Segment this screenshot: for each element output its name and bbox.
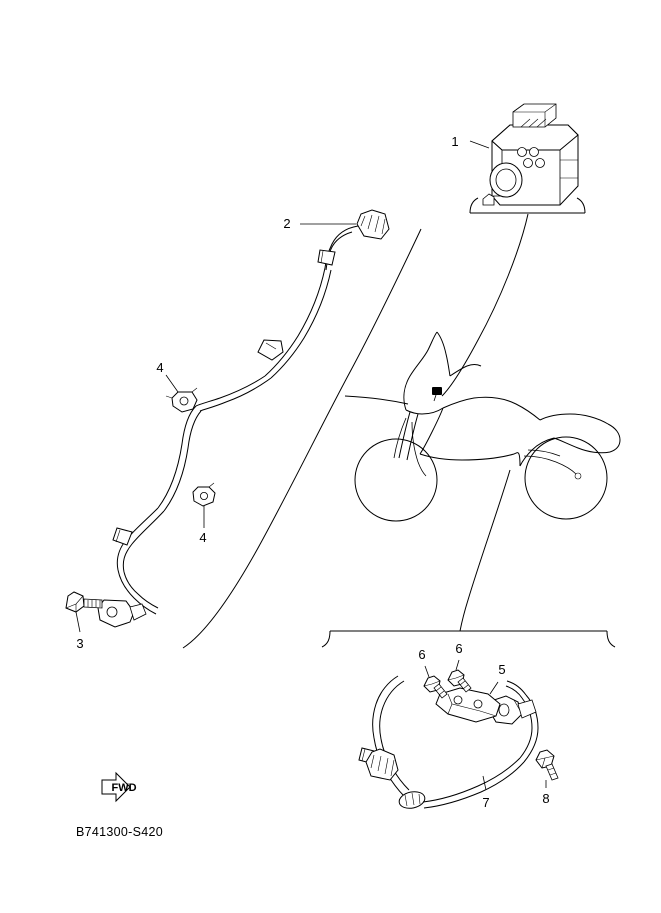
abs-hydraulic-unit bbox=[451, 104, 578, 205]
divider-abs-corner-r bbox=[577, 198, 585, 213]
leader-callout-5 bbox=[490, 682, 498, 694]
moto-rear-sensor-wire bbox=[524, 456, 576, 474]
rear-cable-a1 bbox=[373, 676, 398, 738]
front-wheel-sensor-assembly bbox=[66, 210, 389, 651]
moto-front-wheel bbox=[355, 439, 437, 521]
bolt-6a-shank bbox=[434, 684, 447, 698]
callout-label-4b: 4 bbox=[199, 530, 207, 545]
callout-label-5: 5 bbox=[498, 662, 506, 677]
fwd-label: FWD bbox=[111, 782, 137, 794]
front-cable-seg-2a bbox=[265, 268, 325, 376]
callout-label-7: 7 bbox=[482, 795, 490, 810]
front-sensor-bore bbox=[107, 607, 117, 617]
moto-abs-lead bbox=[434, 395, 436, 401]
clamp-upper-hole bbox=[180, 397, 188, 405]
front-cable-band bbox=[318, 250, 335, 265]
leader-callout-6a bbox=[425, 666, 429, 677]
moto-seat-line bbox=[443, 397, 540, 420]
clamp-upper-tab2 bbox=[166, 396, 172, 398]
bracket-bolt-left bbox=[424, 676, 447, 698]
callout-label-6b: 6 bbox=[455, 641, 463, 656]
moto-rear-sensor-wire2 bbox=[528, 450, 560, 456]
diagram-code-label: B741300-S420 bbox=[76, 825, 164, 839]
front-cable-seg-3a bbox=[196, 376, 265, 406]
moto-handlebar bbox=[450, 365, 481, 377]
front-cable-seg-6b bbox=[124, 572, 158, 608]
abs-port-1 bbox=[518, 148, 527, 157]
front-cable-seg-5b bbox=[123, 511, 164, 572]
harness-clamp-upper bbox=[166, 388, 197, 412]
leader-bike-to-rear bbox=[460, 470, 510, 631]
sensor-bolt-rear bbox=[536, 750, 558, 780]
rear-cable-c2 bbox=[424, 762, 524, 808]
callout-label-4a: 4 bbox=[156, 360, 164, 375]
harness-clamp-upper-on-cable bbox=[258, 340, 283, 360]
front-cable-seg-2b bbox=[271, 270, 331, 378]
front-cable-seg-4a bbox=[158, 406, 196, 508]
divider-rear-corner-r bbox=[607, 631, 615, 647]
abs-port-3 bbox=[524, 159, 533, 168]
abs-motor-cylinder bbox=[490, 163, 522, 197]
moto-tail-end bbox=[608, 424, 620, 452]
front-cable-seg-3b bbox=[200, 378, 271, 411]
moto-floorboard bbox=[420, 454, 514, 460]
clamp-upper-tab bbox=[192, 388, 197, 392]
clamp-lower-tab bbox=[209, 483, 214, 487]
callout-label-6a: 6 bbox=[418, 647, 426, 662]
moto-rear-wheel bbox=[525, 437, 607, 519]
leader-abs-to-bike bbox=[442, 214, 528, 396]
moto-body-front-edge bbox=[420, 408, 443, 454]
moto-rear-sensor-marker bbox=[575, 473, 581, 479]
leader-callout-6b bbox=[456, 660, 459, 670]
moto-body-rear-edge bbox=[514, 453, 520, 466]
leader-callout-3 bbox=[76, 612, 80, 632]
moto-front-cowl bbox=[404, 332, 437, 410]
front-cable-band-2 bbox=[113, 528, 132, 545]
abs-mount-foot bbox=[483, 194, 494, 205]
callout-label-1: 1 bbox=[451, 134, 459, 149]
moto-rear-fender bbox=[520, 438, 554, 466]
leader-callout-4a bbox=[166, 375, 178, 392]
leader-callout-1 bbox=[470, 141, 489, 148]
callout-label-3: 3 bbox=[76, 636, 84, 651]
divider-abs-corner-l bbox=[470, 198, 478, 213]
rear-wheel-sensor-assembly bbox=[359, 641, 558, 811]
bolt-3-head bbox=[66, 592, 84, 612]
callout-label-2: 2 bbox=[283, 216, 291, 231]
moto-fork-1 bbox=[399, 412, 410, 458]
abs-unit-top-face bbox=[492, 125, 578, 150]
rear-cable-grommet bbox=[398, 789, 427, 810]
clamp-lower-hole bbox=[200, 492, 207, 499]
callout-label-8: 8 bbox=[542, 791, 550, 806]
moto-tail-top bbox=[540, 414, 608, 424]
rear-sensor-bore bbox=[499, 704, 509, 716]
leader-bike-to-front bbox=[345, 396, 408, 404]
bolt-8-shank bbox=[546, 764, 558, 780]
abs-port-2 bbox=[530, 148, 539, 157]
moto-abs-unit-marker bbox=[432, 387, 442, 395]
divider-front-detail bbox=[183, 229, 421, 648]
bracket-hole-2 bbox=[474, 700, 482, 708]
sensor-bolt-lower bbox=[66, 592, 102, 612]
divider-rear-corner-l bbox=[322, 631, 330, 647]
bolt-3-shank bbox=[84, 599, 102, 608]
panel-divider-lines bbox=[183, 198, 615, 648]
moto-windscreen bbox=[437, 332, 450, 376]
motorcycle-outline bbox=[355, 332, 620, 521]
bracket-hole-1 bbox=[454, 696, 462, 704]
abs-port-4 bbox=[536, 159, 545, 168]
forward-direction-arrow bbox=[102, 773, 137, 801]
harness-clamp-lower bbox=[193, 483, 215, 506]
moto-front-lower bbox=[406, 408, 443, 414]
